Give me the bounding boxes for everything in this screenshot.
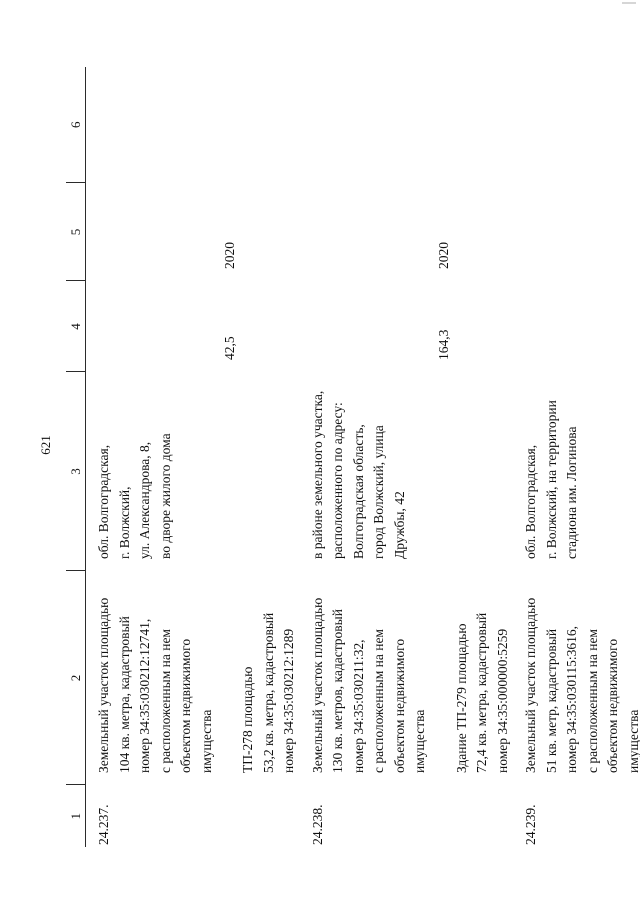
- year-value: 2020: [222, 242, 237, 269]
- address-text: в районе земельного участка, расположенного по адресу: Волгоградская область, город Волжский, улица Дружбы, 42: [309, 390, 407, 559]
- description-text: Здание ТП-279 площадью 72,4 кв. метра, кадастровый номер 34:35:000000:5259: [453, 612, 510, 773]
- row-year: [300, 183, 514, 281]
- row-year: [86, 183, 300, 281]
- row-year: [513, 183, 640, 281]
- table-row: [300, 67, 514, 847]
- page-number: 621: [38, 435, 53, 455]
- property-table: [66, 67, 640, 847]
- area-value: 164,3: [435, 329, 451, 360]
- header-col-1: 1: [66, 785, 86, 847]
- row-description: [86, 571, 300, 785]
- row-number: 24.239.: [523, 804, 538, 845]
- description-text: ТП-278 площадью 53,2 кв. метра, кадастровый номер 34:35:030212:1289: [240, 612, 296, 773]
- header-row: [66, 67, 86, 847]
- address-text: обл. Волгоградская, г. Волжский, на территории стадиона им. Логинова: [523, 400, 579, 559]
- row-number: 24.238.: [309, 804, 325, 845]
- description-text: Земельный участок площадью 104 кв. метра, кадастровый номер 34:35:030212:12741, с расположенным на нем объектом недвижимого имущества: [96, 597, 214, 773]
- table-row: [86, 67, 300, 847]
- row-address: [513, 372, 640, 571]
- row-col6: [300, 67, 514, 183]
- header-col-4: 4: [66, 281, 86, 372]
- row-address: [86, 372, 300, 571]
- header-col-2: 2: [66, 571, 86, 785]
- row-number: 24.237.: [96, 804, 111, 845]
- row-col6: [513, 67, 640, 183]
- row-description: [300, 571, 514, 785]
- header-col-6: 6: [66, 67, 86, 183]
- header-col-3: 3: [66, 372, 86, 571]
- description-text: Земельный участок площадью 51 кв. метр, кадастровый номер 34:35:030115:3616, с расположенным на нем объектом недвижимого имущества: [523, 597, 640, 773]
- description-text: Земельный участок площадью 130 кв. метров, кадастровый номер 34:35:030211:32, с расположенным на нем объектом недвижимого имущества: [309, 597, 427, 773]
- row-area: [86, 281, 300, 372]
- row-area: [300, 281, 514, 372]
- year-value: 2020: [435, 242, 451, 269]
- area-value: 42,5: [222, 336, 237, 360]
- address-text: обл. Волгоградская, г. Волжский, ул. Александрова, 8, во дворе жилого дома: [96, 433, 173, 559]
- row-col6: [86, 67, 300, 183]
- header-col-5: 5: [66, 183, 86, 281]
- row-area: [513, 281, 640, 372]
- row-address: [300, 372, 514, 571]
- row-description: [513, 571, 640, 785]
- table-row: [513, 67, 640, 847]
